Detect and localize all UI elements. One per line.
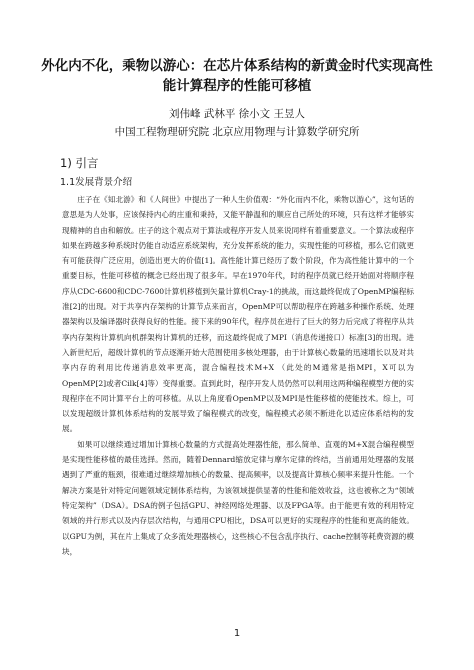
subsection-heading: 1.1发展背景介绍: [60, 177, 133, 188]
body-text: [62, 192, 414, 559]
paragraph: 如果可以继续通过增加计算核心数量的方式提高处理器性能，那么简单、直观的M+X混合编程模型是实现性能移植的最佳选择。然而，随着Dennard缩放定律与摩尔定律的终结，当前通用处理器的发展遇到了严重的瓶颈，很难通过继续增加核心的数量、提高频率，以及提高计算核心频率来提升性能。一个解决方案是针对特定问题领域定制体系结构，为该领域提供显著的性能和能效收益，这也被称之为“领域特定架构”（DSA）。DSA的例子包括GPU、神经网络处理器、以及FPGA等。由于能更有效的利用特定领域的并行形式以及内存层次结构，与通用CPU相比，DSA可以更好的实现程序的性能和更高的能效。以GPU为例，其在片上集成了众多流处理器核心，这些核心不包含乱序执行、cache控制等耗费资源的模块，: [62, 439, 414, 556]
author-list: 刘伟峰 武林平 徐小文 王昱人: [168, 108, 305, 120]
section-heading: 1) 引言: [60, 156, 99, 170]
page-number: 1: [233, 628, 241, 639]
paper-title: 外化内不化，乘物以游心：在芯片体系结构的新黄金时代实现高性能计算程序的性能可移植: [41, 58, 433, 94]
paragraph: 庄子在《知北游》和《人间世》中提出了一种人生价值观：“外化而内不化，乘物以游心”，这句话的意思是为人处事，应该保持内心的庄重和秉持，又能平静温和的顺应自己所处的环境，只有这样才能够实现精神的自由和解放。庄子的这个观点对于算法或程序开发人员来说同样有着重要意义。一个算法或程序如果在跨越多种系统时仍能自动适应系统架构，充分发挥系统的能力，实现性能的可移植，那么它们就更有可能获得广泛应用，创造出更大的价值[1]。高性能计算已经历了数个阶段，作为高性能计算中的一个重要目标，性能可移植的概念已经出现了很多年。早在1970年代，时的程序员就已经开始面对将顺序程序从CDC-6600和CDC-7600计算机移植到矢量计算机Cray-1的挑战，而这最终促成了OpenMP编程标准[2]的出现。对于共享内存架构的计算节点来而言，OpenMP可以帮助程序在跨越多种操作系统、处理器架构以及编译器时获得良好的性能。接下来的90年代，程序员在进行了巨大的努力后完成了将程序从共享内存架构计算机向机群架构计算机的迁移，而这最终促成了MPI（消息传递接口）标准[3]的出现。进入新世纪后，超级计算机的节点逐渐开始大范围使用多核处理器，由于计算核心数量的迅速增长以及对共享内存的利用比传递消息效率更高，混合编程技术M+X （此处的M通常是指MPI，X可以为OpenMP[2]或者Cilk[4]等）变得重要。直到此时，程序开发人员仍然可以利用这两种编程模型方便的实现程序在不同计算平台上的可移植。从以上角度看OpenMP以及MPI是性能移植的使能技术。综上，可以发现超级计算机体系结构的发展导致了编程模式的改变，编程模式必须不断进化以适应体系结构的发展。: [62, 195, 414, 434]
affiliation: 中国工程物理研究院 北京应用物理与计算数学研究所: [114, 126, 360, 138]
